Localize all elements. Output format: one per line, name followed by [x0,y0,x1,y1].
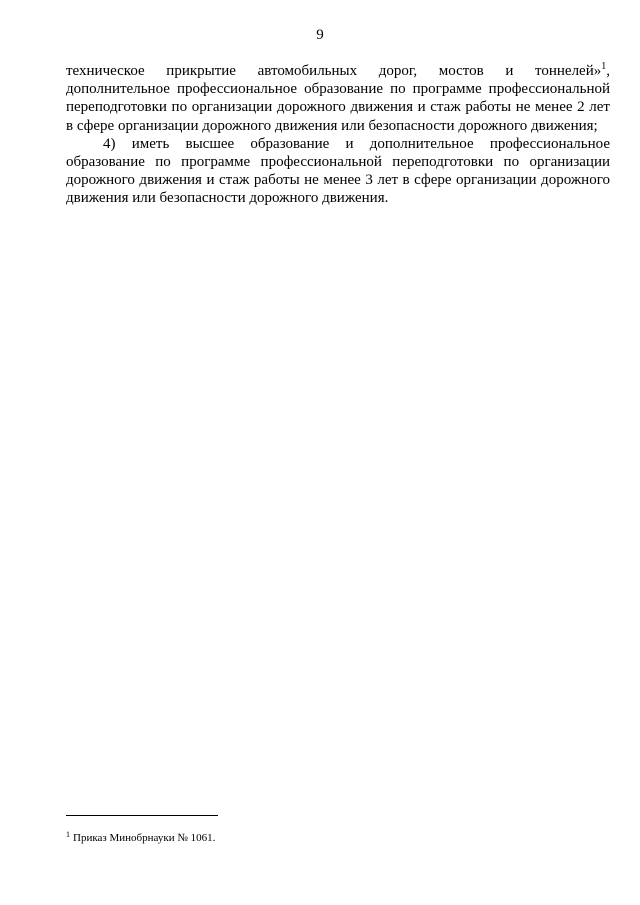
paragraph-rest-text: дополнительное профессиональное образование по программе профессиональной переподготовки по организации дорожного движения и стаж работы не менее 2 лет в сфере организации дорожного движения или безопасности дорожного движения; [66,81,610,134]
paragraph-first-line [66,62,610,80]
page-number: 9 [316,27,324,43]
paragraph-first-line-tail: , [606,63,610,79]
paragraph-first-line-text: техническое прикрытие автомобильных дорог, мостов и тоннелей» [66,63,602,79]
paragraph-item-4: 4) иметь высшее образование и дополнительное профессиональное образование по программе профессиональной переподготовки по организации дорожного движения и стаж работы не менее 3 лет в сфере организации дорожного движения или безопасности дорожного движения. [66,135,610,207]
footnote-separator [66,815,218,816]
body-text [66,62,610,208]
footnote-reference: 1 [601,61,607,72]
footnote-text: Приказ Минобрнауки № 1061. [73,832,216,844]
paragraph-continuation [66,62,610,135]
footnote [66,831,215,845]
footnote-marker: 1 [66,830,70,839]
